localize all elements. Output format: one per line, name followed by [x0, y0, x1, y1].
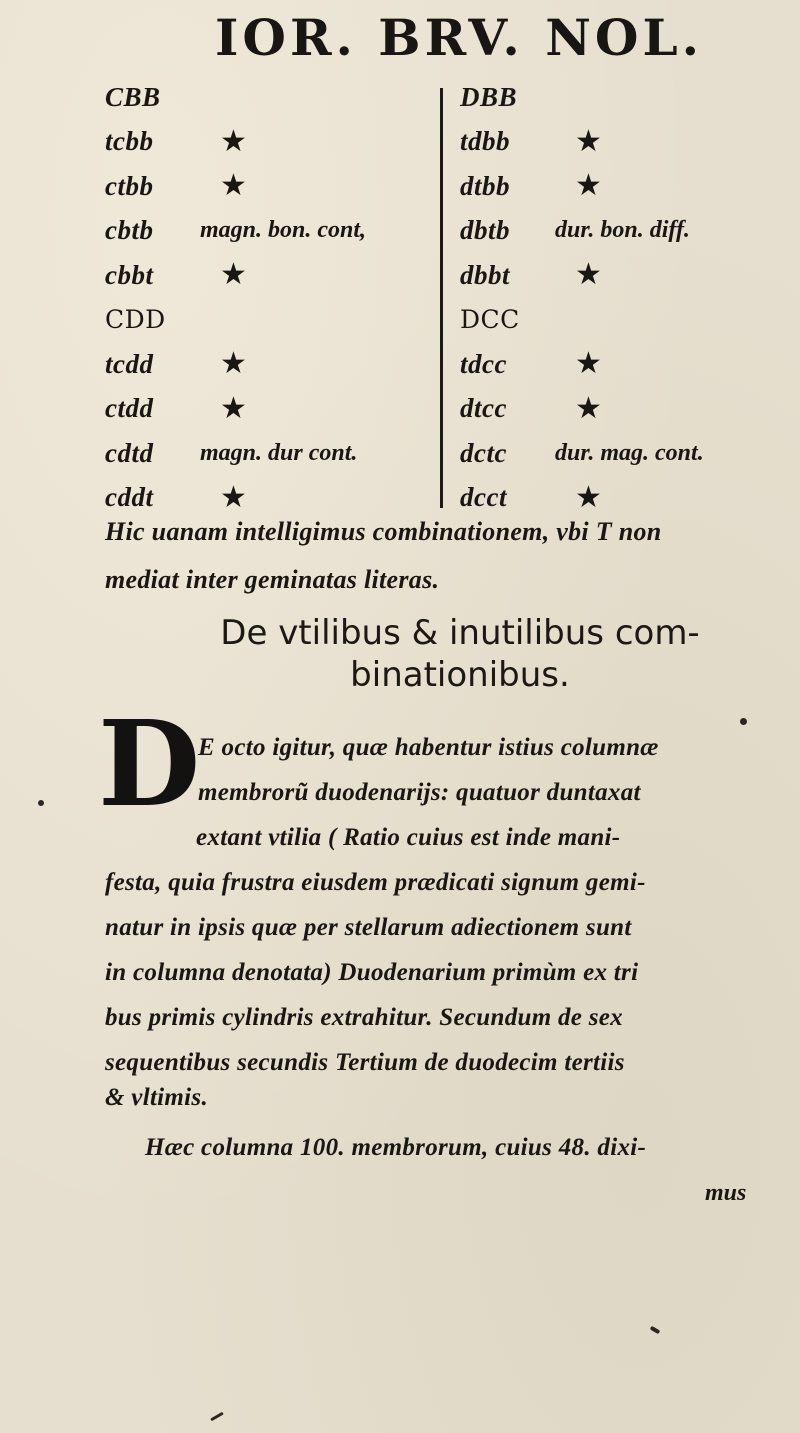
combination-code: DBB	[460, 81, 518, 112]
paragraph-line: sequentibus secundis Tertium de duodecim tertiis	[105, 1049, 625, 1076]
combination-code: CBB	[105, 81, 161, 112]
right-combination-column	[460, 75, 800, 520]
paragraph-line: Hæc columna 100. membrorum, cuius 48. dixi-	[145, 1134, 647, 1161]
note-line: mediat inter geminatas literas.	[105, 565, 440, 594]
star-icon: ★	[220, 168, 247, 204]
star-icon: ★	[575, 346, 602, 382]
ink-speck	[210, 1412, 224, 1422]
combination-code: cbbt	[105, 259, 154, 290]
paragraph-line: extant vtilia ( Ratio cuius est inde mani-	[196, 824, 621, 851]
star-icon: ★	[220, 346, 247, 382]
combination-code: dtbb	[460, 170, 511, 201]
star-icon: ★	[575, 123, 602, 159]
combination-row	[105, 120, 435, 165]
combination-note-text: magn. bon. cont,	[200, 217, 367, 244]
combination-row	[105, 253, 435, 298]
ink-speck	[740, 718, 747, 725]
combination-code: cbtb	[105, 215, 154, 246]
star-icon: ★	[575, 257, 602, 293]
combination-row	[105, 431, 435, 476]
combination-row	[460, 120, 800, 165]
star-icon: ★	[220, 479, 247, 515]
star-icon: ★	[575, 390, 602, 426]
section-heading	[160, 612, 760, 696]
paragraph-line: membrorũ duodenarijs: quatuor duntaxat	[198, 779, 641, 806]
combination-row	[105, 342, 435, 387]
paragraph-line: festa, quia frustra eiusdem prædicati signum gemi-	[105, 869, 646, 896]
combination-code: CDD	[105, 305, 166, 335]
paragraph-line: bus primis cylindris extrahitur. Secundum de sex	[105, 1004, 623, 1031]
combination-code: tdcc	[460, 348, 507, 379]
combination-row	[105, 298, 435, 343]
ink-speck	[650, 1326, 661, 1334]
combination-note	[105, 508, 785, 604]
combination-row	[460, 387, 800, 432]
combination-row	[460, 342, 800, 387]
star-icon: ★	[575, 168, 602, 204]
paragraph-line: natur in ipsis quæ per stellarum adiectionem sunt	[105, 914, 632, 941]
combination-row	[460, 209, 800, 254]
combination-row	[460, 253, 800, 298]
star-icon: ★	[220, 390, 247, 426]
combination-row	[460, 75, 800, 120]
combination-code: cddt	[105, 482, 154, 513]
combination-code: cdtd	[105, 437, 154, 468]
combination-code: tcdd	[105, 348, 154, 379]
combination-code: dcct	[460, 482, 507, 513]
combination-row	[460, 164, 800, 209]
column-divider	[440, 88, 443, 508]
combination-code: tdbb	[460, 126, 511, 157]
heading-line: binationibus.	[350, 655, 570, 695]
combination-code: dtcc	[460, 393, 507, 424]
paragraph-line: E octo igitur, quæ habentur istius columnæ	[198, 734, 659, 761]
combination-note-text: magn. dur cont.	[200, 439, 358, 466]
drop-cap: D	[98, 694, 201, 833]
combination-code: DCC	[460, 305, 520, 335]
heading-line: De vtilibus & inutilibus com-	[220, 613, 700, 653]
combination-row	[105, 75, 435, 120]
combination-code: dctc	[460, 437, 507, 468]
star-icon: ★	[575, 479, 602, 515]
combination-note-text: dur. mag. cont.	[555, 439, 704, 466]
combination-code: ctbb	[105, 170, 154, 201]
ink-speck	[38, 800, 44, 806]
combination-row	[105, 164, 435, 209]
catchword: mus	[705, 1180, 747, 1206]
paragraph-line: in columna denotata) Duodenarium primùm ex tri	[105, 959, 639, 986]
star-icon: ★	[220, 257, 247, 293]
combination-code: dbbt	[460, 259, 511, 290]
combination-row	[460, 298, 800, 343]
combination-row	[460, 431, 800, 476]
combination-code: tcbb	[105, 126, 154, 157]
combination-note-text: dur. bon. diff.	[555, 217, 690, 244]
left-combination-column	[105, 75, 435, 520]
star-icon: ★	[220, 123, 247, 159]
note-line: Hic uanam intelligimus combinationem, vbi T non	[105, 517, 662, 546]
paragraph-line: & vltimis.	[105, 1084, 208, 1111]
combination-row	[105, 209, 435, 254]
running-head: IOR. BRV. NOL.	[215, 8, 704, 67]
combination-code: ctdd	[105, 393, 154, 424]
combination-row	[105, 387, 435, 432]
combination-code: dbtb	[460, 215, 511, 246]
